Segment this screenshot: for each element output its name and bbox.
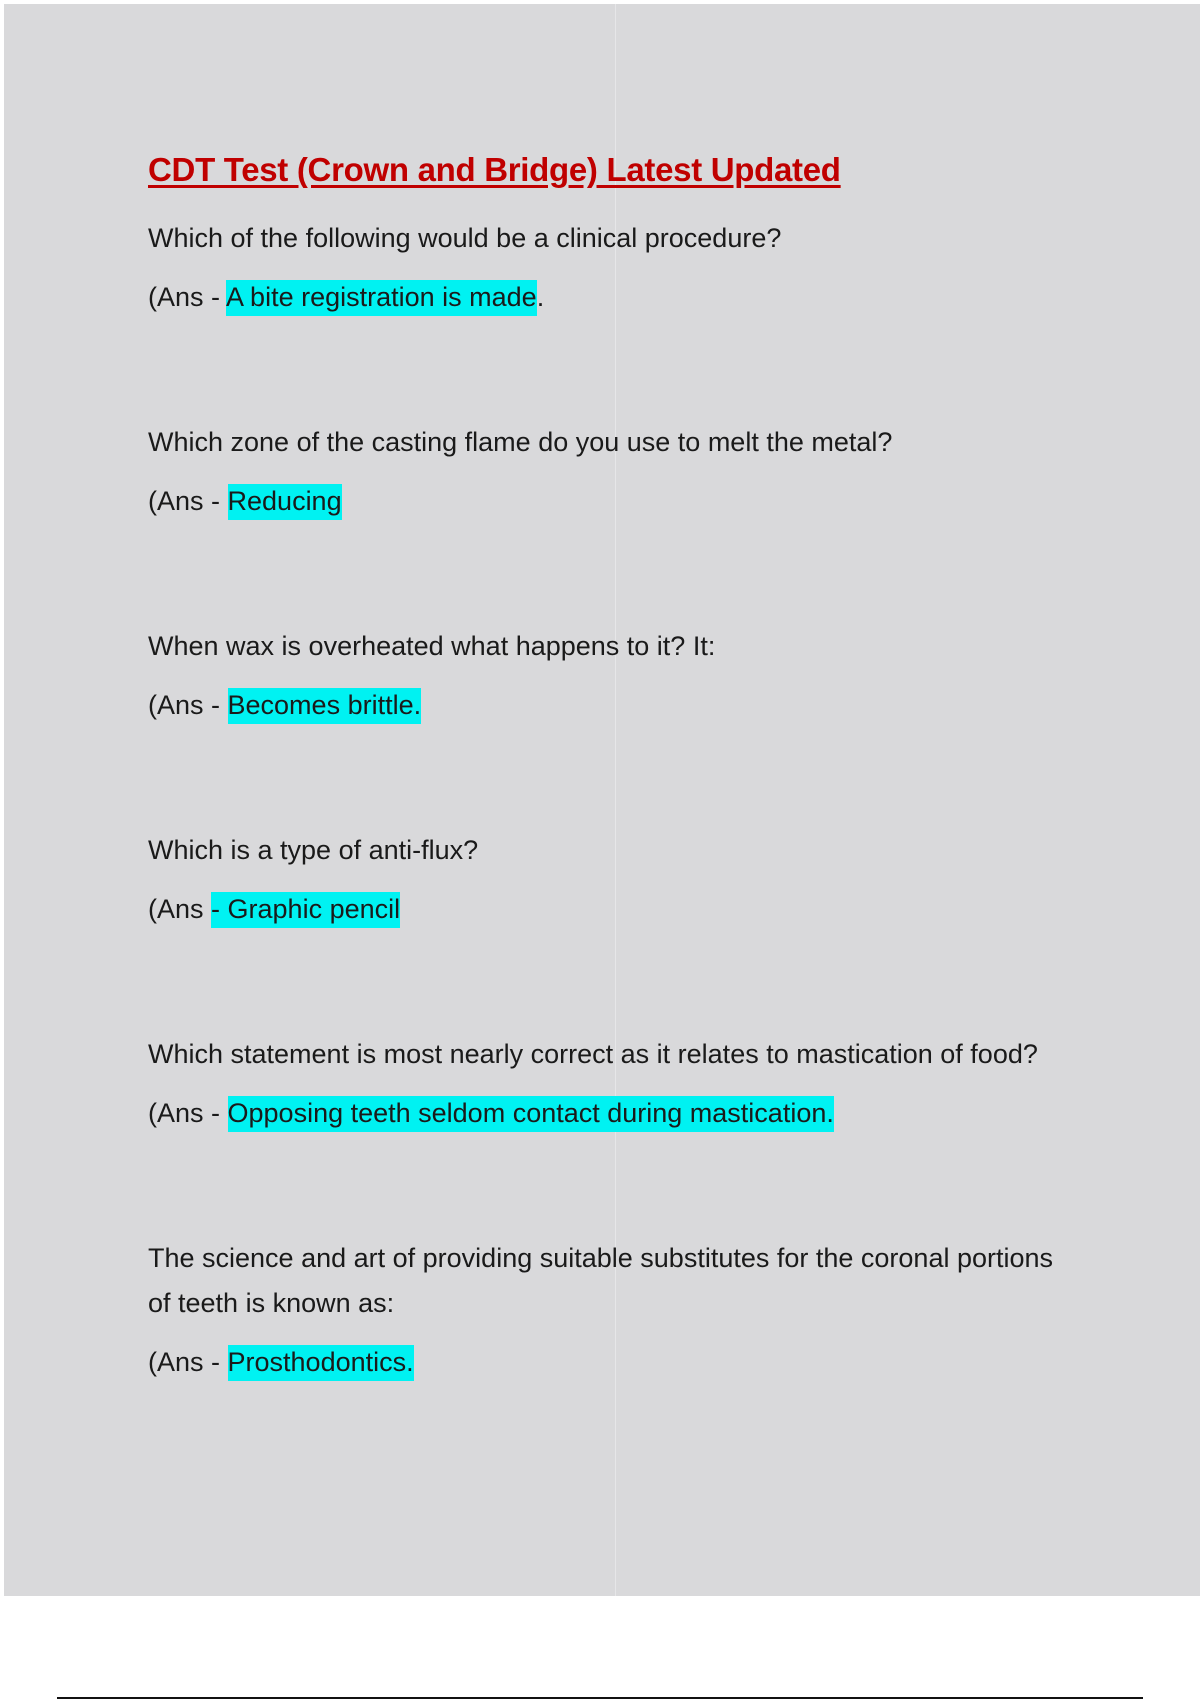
answer-highlight: Becomes brittle. [228,688,422,724]
question-text: Which statement is most nearly correct as it relates to mastication of food? [148,1038,1038,1069]
answer-prefix: (Ans [148,893,212,924]
qa-item [148,216,1078,320]
qa-item [148,1236,1078,1385]
answer-line [148,1091,1078,1136]
document-body [148,150,1078,1485]
qa-item [148,828,1078,932]
question-text: Which of the following would be a clinical procedure? [148,222,782,253]
qa-item [148,420,1078,524]
answer-highlight: - Graphic pencil [211,892,400,928]
answer-suffix: . [536,281,545,312]
answer-prefix: (Ans - [148,485,228,516]
answer-prefix: (Ans - [148,281,227,312]
footer-rule [57,1697,1143,1699]
question-text: Which zone of the casting flame do you use to melt the metal? [148,426,893,457]
qa-item [148,1032,1078,1136]
question-text: Which is a type of anti-flux? [148,834,479,865]
document-title: CDT Test (Crown and Bridge) Latest Updated [148,151,841,188]
answer-highlight: A bite registration is made [226,280,537,316]
answer-highlight: Opposing teeth seldom contact during mastication. [228,1096,834,1132]
qa-item [148,624,1078,728]
question-text: The science and art of providing suitable substitutes for the coronal portions of teeth is known as: [148,1242,1054,1318]
answer-line [148,275,1078,320]
answer-prefix: (Ans - [148,1346,228,1377]
answer-prefix: (Ans - [148,689,228,720]
answer-line [148,683,1078,728]
answer-line [148,479,1078,524]
answer-highlight: Prosthodontics. [228,1345,414,1381]
answer-line [148,887,1078,932]
answer-line [148,1340,1078,1385]
answer-highlight: Reducing [228,484,342,520]
answer-prefix: (Ans - [148,1097,228,1128]
question-text: When wax is overheated what happens to it? It: [148,630,716,661]
